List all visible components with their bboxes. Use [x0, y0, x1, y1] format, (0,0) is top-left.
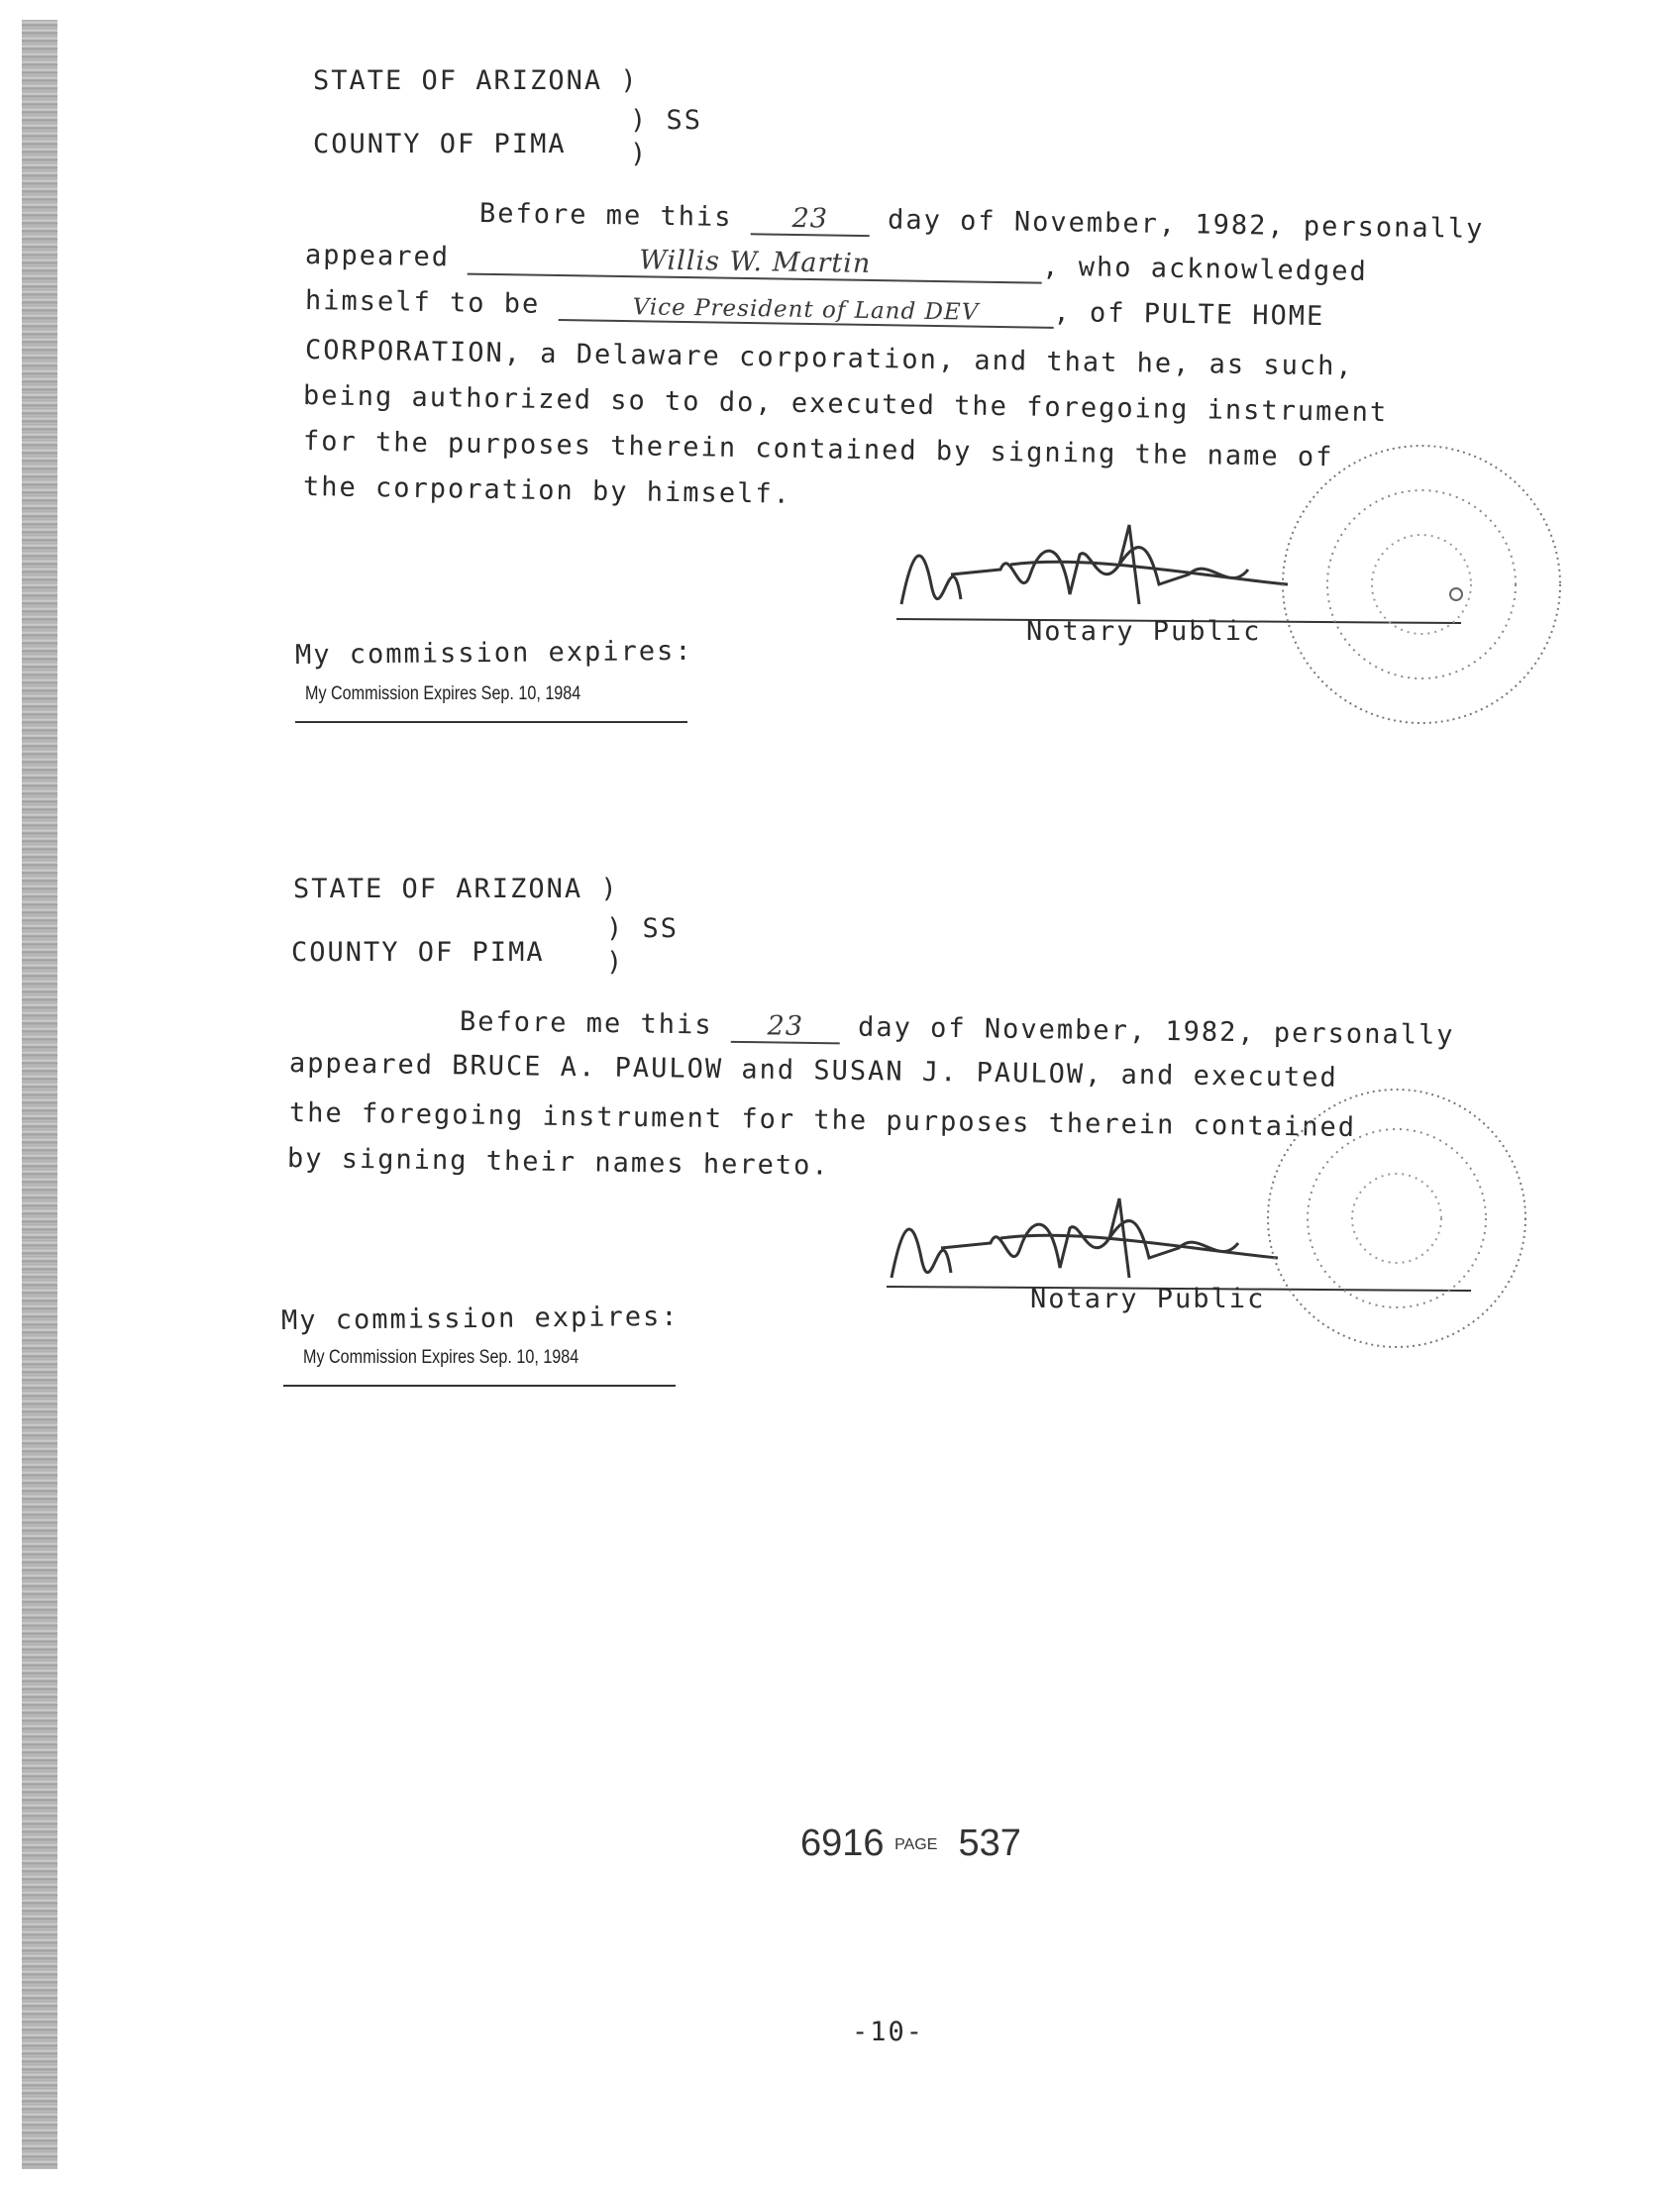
page-number-stamp: 537 [958, 1822, 1021, 1864]
book-page-reference [800, 1822, 1021, 1865]
commission-label-2: My commission expires: [280, 1301, 680, 1336]
state-label: STATE OF ARIZONA ) [313, 65, 639, 96]
acknowledgment-line-4: CORPORATION, a Delaware corporation, and that he, as such, [304, 335, 1354, 382]
acknowledgment-line-2: appeared BRUCE A. PAULOW and SUSAN J. PAULOW, and executed [288, 1048, 1338, 1094]
commission-line-2 [283, 1385, 676, 1387]
appearer-name-field: Willis W. Martin [468, 243, 1042, 284]
commission-stamp-2: My Commission Expires Sep. 10, 1984 [303, 1347, 579, 1368]
day-field: 23 [751, 202, 871, 237]
commission-label-1: My commission expires: [294, 635, 693, 671]
before-me-text: Before me this [459, 1006, 713, 1041]
page-number: -10- [852, 2017, 925, 2047]
page-word: PAGE [894, 1835, 938, 1853]
acknowledgment-line-3 [305, 285, 1325, 333]
notary-signature-2 [882, 1189, 1298, 1298]
notary-signature-1 [892, 515, 1308, 624]
appeared-text: appeared [304, 240, 451, 273]
notary-seal-1 [1258, 436, 1585, 743]
acknowledgment-line-4: by signing their names hereto. [286, 1143, 830, 1182]
book-number: 6916 [800, 1822, 885, 1864]
company-text: , of PULTE HOME [1053, 296, 1325, 333]
day-field: 23 [731, 1010, 840, 1045]
before-me-text: Before me this [478, 198, 733, 234]
acknowledgment-line-6: for the purposes therein contained by signing the name of [302, 426, 1334, 473]
acknowledgment-line-5: being authorized so to do, executed the foregoing instrument [302, 380, 1389, 429]
date-text: day of November, 1982, personally [857, 1011, 1455, 1052]
acknowledgment-line-1 [479, 198, 1485, 247]
commission-stamp-1: My Commission Expires Sep. 10, 1984 [305, 683, 581, 704]
county-paren: ) [630, 139, 649, 169]
acknowledgment-line-1 [460, 1006, 1455, 1053]
notary-seal-2 [1248, 1080, 1545, 1377]
notary-public-label-2: Notary Public [1030, 1284, 1266, 1314]
county-paren: ) [606, 947, 625, 978]
ss-label: ) SS [606, 913, 680, 944]
title-field: Vice President of Land DEV [558, 293, 1053, 329]
county-label: COUNTY OF PIMA [291, 937, 545, 968]
ss-label: ) SS [630, 105, 703, 136]
state-label: STATE OF ARIZONA ) [293, 874, 619, 904]
acknowledgment-line-7: the corporation by himself. [302, 471, 792, 510]
county-label: COUNTY OF PIMA [313, 129, 567, 159]
himself-text: himself to be [304, 285, 541, 320]
scanned-page-edge [22, 20, 57, 2169]
acknowledged-text: , who acknowledged [1041, 251, 1369, 287]
commission-line-1 [295, 721, 687, 723]
notary-public-label-1: Notary Public [1026, 616, 1262, 647]
date-text: day of November, 1982, personally [887, 204, 1485, 245]
acknowledgment-line-3: the foregoing instrument for the purposes therein contained [288, 1097, 1357, 1144]
acknowledgment-line-2 [305, 240, 1368, 289]
